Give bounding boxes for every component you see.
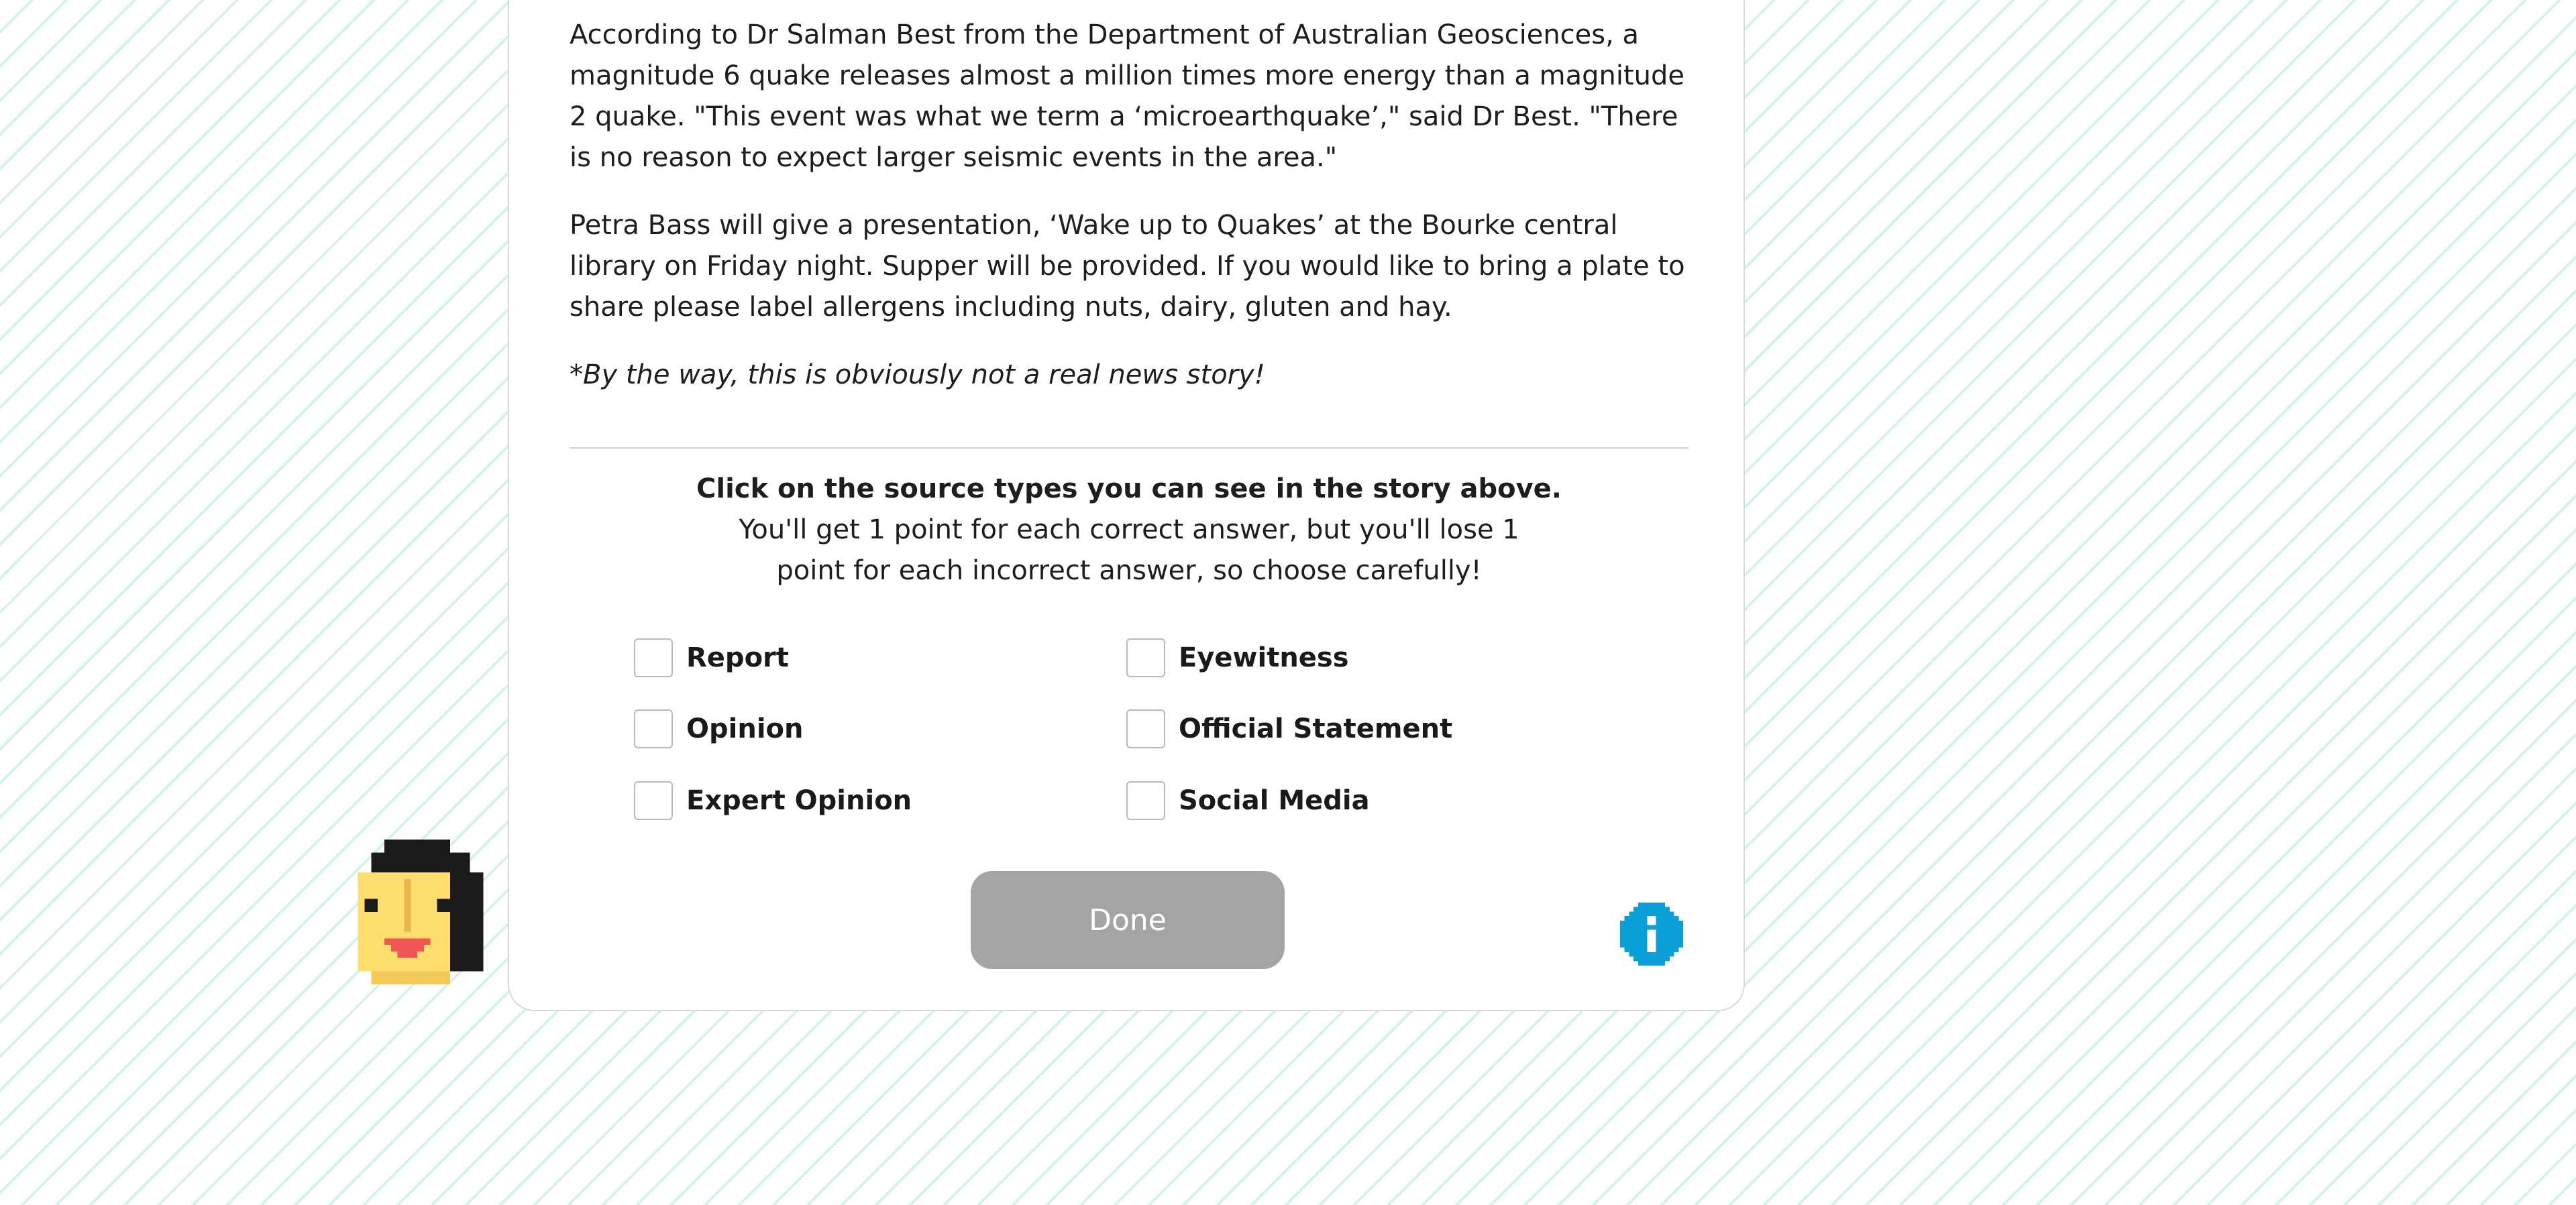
option-label: Eyewitness <box>1179 642 1349 673</box>
avatar <box>357 840 484 984</box>
story-paragraph: Petra Bass will give a presentation, ‘Wake up to Quakes’ at the Bourke central library on Friday night. Supper will be provided. If you would like to bring a plate to share please label allergens including nuts, dairy, gluten and hay. <box>570 210 1685 323</box>
info-button[interactable] <box>1620 903 1683 966</box>
option-label: Official Statement <box>1179 713 1453 744</box>
checkbox[interactable] <box>634 638 673 677</box>
quiz-instructions-text: You'll get 1 point for each correct answer, but you'll lose 1 point for each incorrect answer, so choose carefully! <box>739 514 1519 586</box>
checkbox[interactable] <box>634 781 673 820</box>
option-official-statement[interactable] <box>1126 709 1452 748</box>
info-icon <box>1620 903 1683 966</box>
quiz-heading: Click on the source types you can see in the story above. <box>696 473 1562 504</box>
checkbox[interactable] <box>1126 638 1165 677</box>
quiz-card <box>508 0 1745 1011</box>
story-disclaimer: *By the way, this is obviously not a real news story! <box>570 359 1265 390</box>
source-type-options <box>634 638 1640 826</box>
story-paragraph: According to Dr Salman Best from the Department of Australian Geosciences, a magnitude 6 quake releases almost a million times more energy than a magnitude 2 quake. "This event was what we term a ‘microearthquake’," said Dr Best. "There is no reason to expect larger seismic events in the area." <box>570 19 1685 173</box>
option-label: Expert Opinion <box>686 785 912 816</box>
option-label: Social Media <box>1179 785 1370 816</box>
news-story <box>570 15 1690 422</box>
checkbox[interactable] <box>1126 709 1165 748</box>
option-report[interactable] <box>634 638 789 677</box>
option-expert-opinion[interactable] <box>634 781 912 820</box>
checkbox[interactable] <box>634 709 673 748</box>
option-label: Report <box>686 642 789 673</box>
checkbox[interactable] <box>1126 781 1165 820</box>
option-opinion[interactable] <box>634 709 804 748</box>
option-label: Opinion <box>686 713 804 744</box>
option-social-media[interactable] <box>1126 781 1370 820</box>
done-button[interactable]: Done <box>971 871 1285 969</box>
option-eyewitness[interactable] <box>1126 638 1349 677</box>
pixel-character-avatar-icon <box>357 840 484 984</box>
quiz-instructions <box>570 469 1688 591</box>
divider <box>570 447 1688 449</box>
